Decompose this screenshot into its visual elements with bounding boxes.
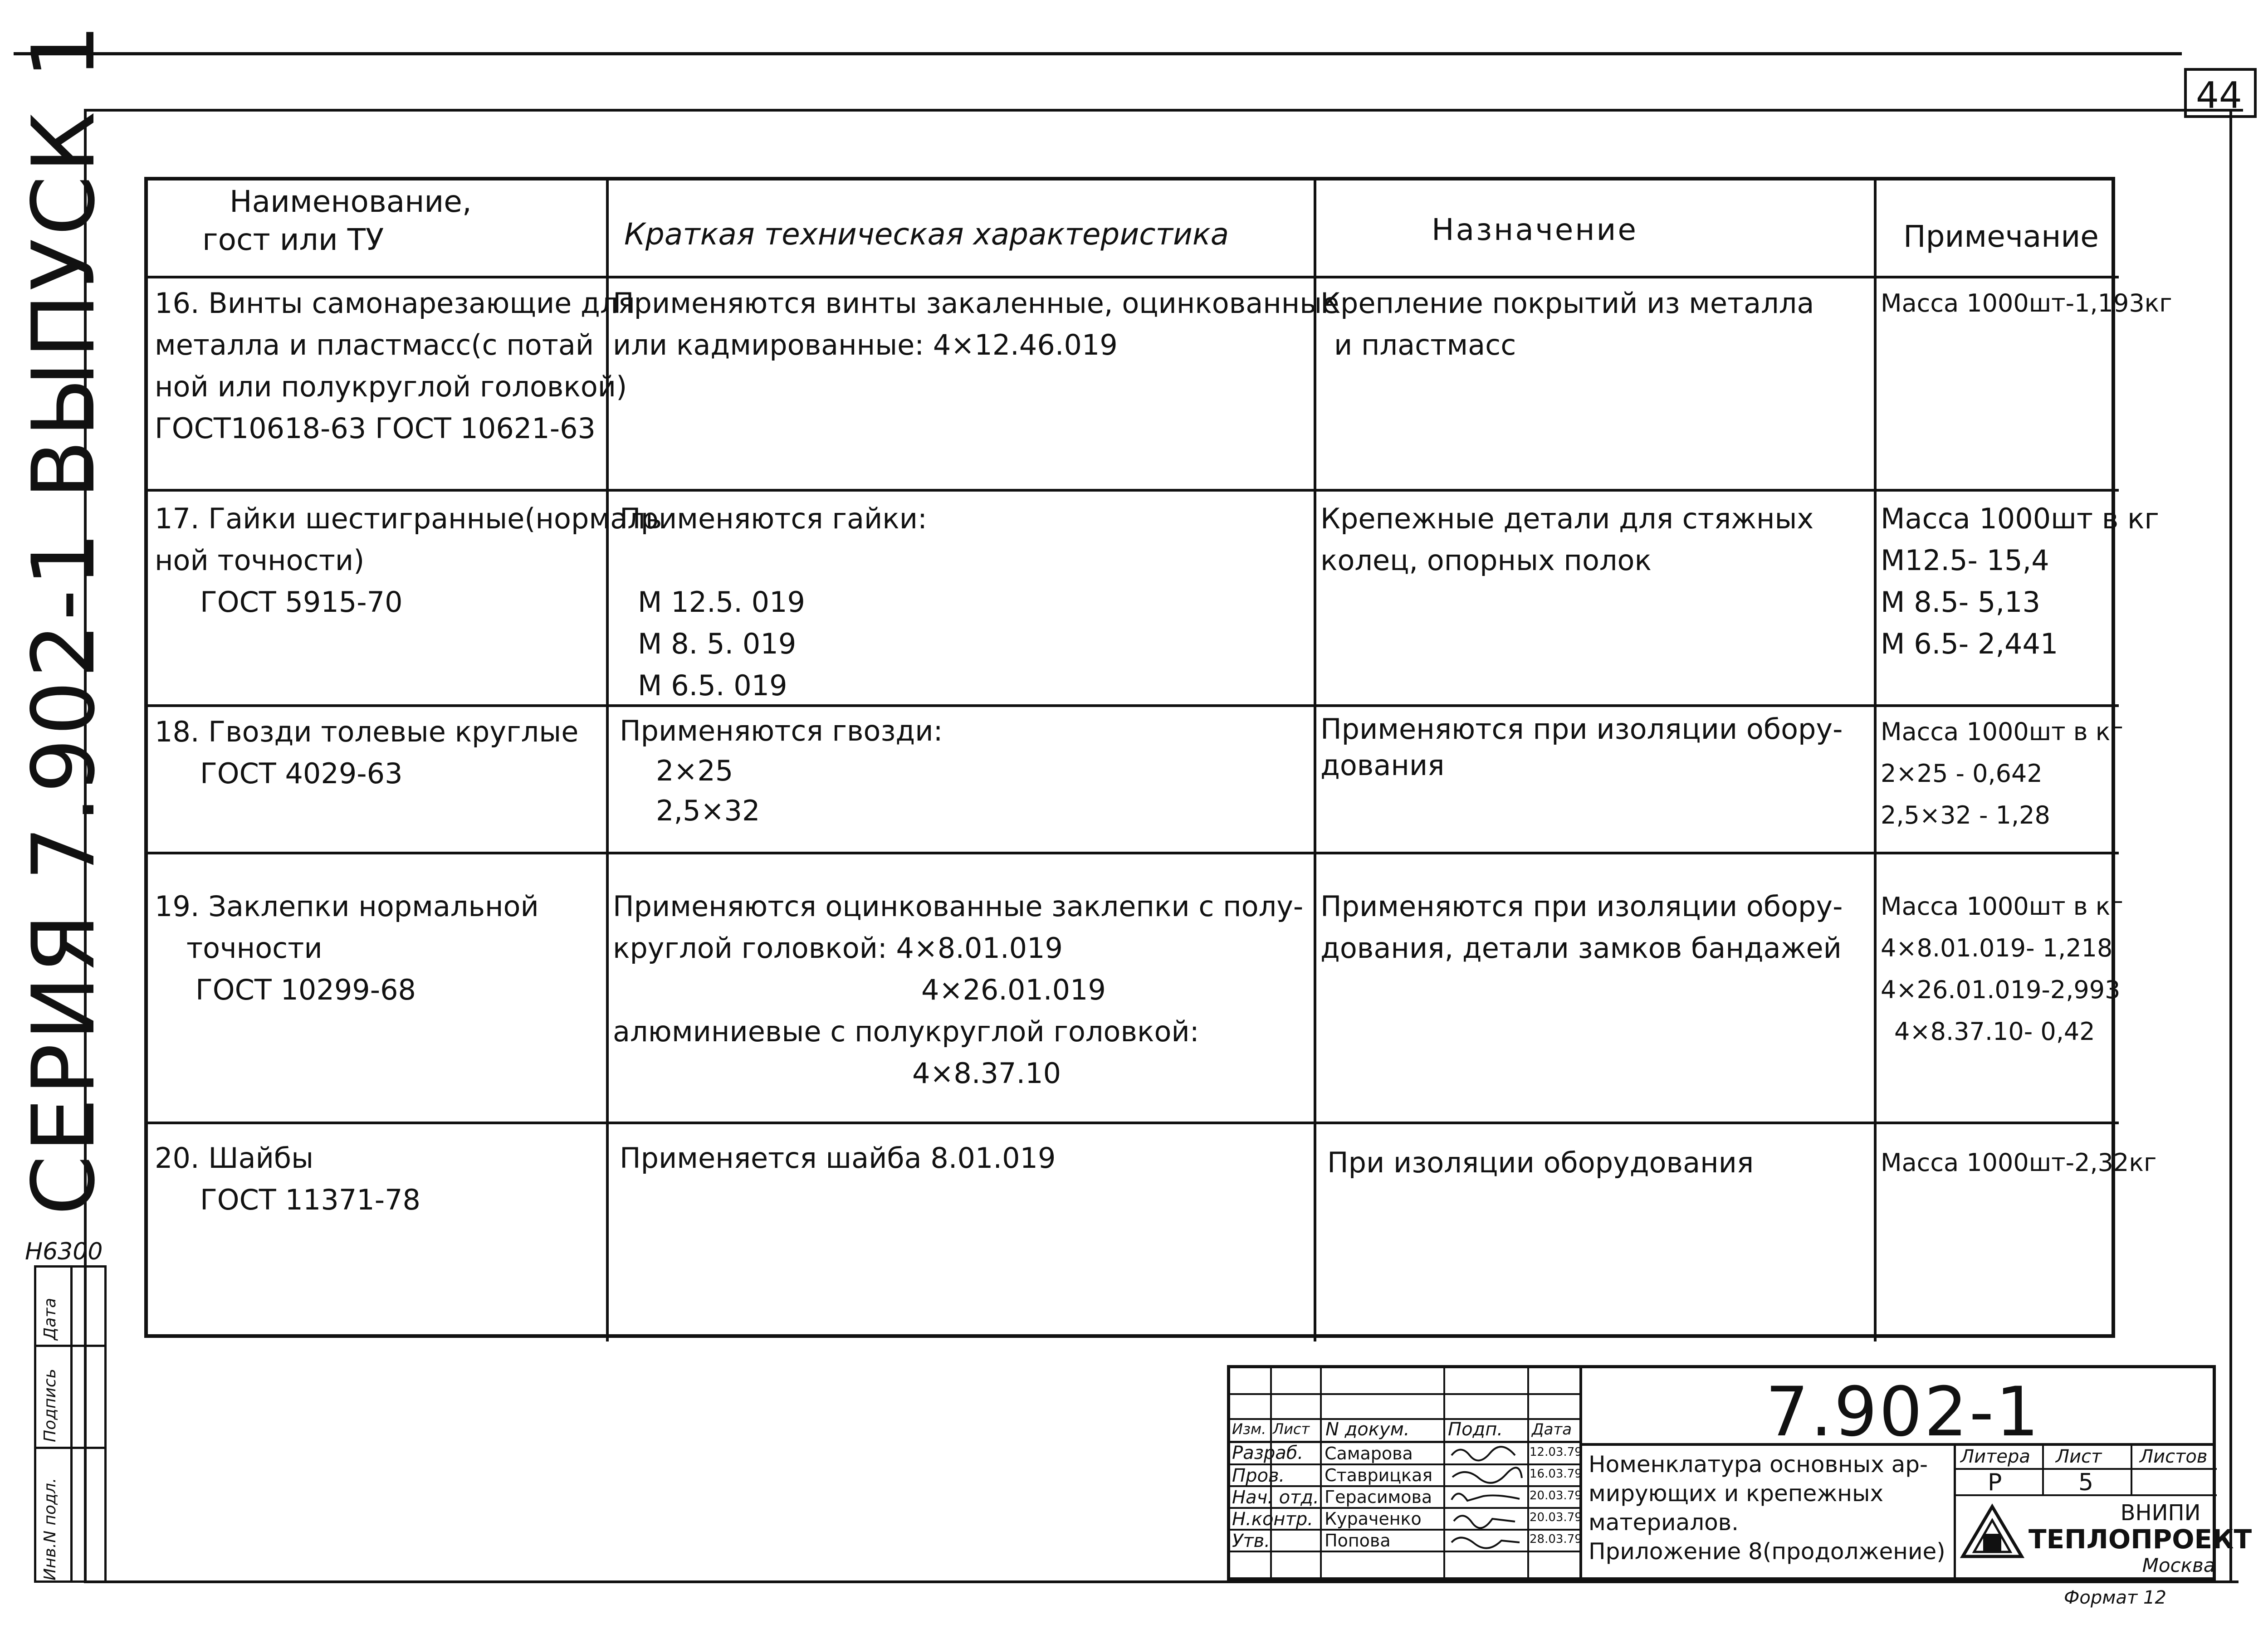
role-2: Пров. (1232, 1465, 1285, 1486)
title-block (1227, 1365, 2252, 1580)
strip-label-inv: Инв.N подл. (41, 1478, 59, 1580)
row19-name: 19. Заклепки нормальной точности ГОСТ 10299-68 (155, 890, 539, 1006)
row18-note: Масса 1000шт в кг 2×25 - 0,642 2,5×32 - 1,28 (1881, 717, 2123, 829)
strip-label-sign: Подпись (41, 1369, 59, 1442)
row16-name: 16. Винты самонарезающие для металла и пластмасс(с потай ной или полукруглой головкой) ГОСТ10618-63 ГОСТ 10621-63 (155, 287, 635, 445)
top-border (14, 52, 2182, 55)
frame-bottom (84, 1580, 2239, 1583)
header-tech: Краткая техническая характеристика (624, 217, 1229, 252)
row17-purpose: Крепежные детали для стяжных колец, опорных полок (1320, 502, 1814, 577)
row16-purpose: Крепление покрытий из металла и пластмасс (1320, 287, 1814, 361)
col-label-ndoc: N докум. (1325, 1419, 1410, 1440)
role-3-name: Герасимова (1325, 1487, 1432, 1507)
row20-name: 20. Шайбы ГОСТ 11371-78 (155, 1141, 420, 1216)
role-2-name: Ставрицкая (1325, 1465, 1433, 1485)
doc-number: 7.902-1 (1765, 1373, 2041, 1452)
role-1: Разраб. (1232, 1443, 1304, 1463)
doc-title: Номенклатура основных ар- мирующих и крепежных материалов. Приложение 8(продолжение) (1589, 1451, 1945, 1565)
sheet-number: 44 (2196, 74, 2242, 117)
signatures-icon (1447, 1442, 1526, 1553)
sheets-label: Листов (2140, 1446, 2208, 1467)
row17-note: Масса 1000шт в кг М12.5- 15,4 М 8.5- 5,13 М 6.5- 2,441 (1881, 502, 2159, 660)
role-4: Н.контр. (1232, 1509, 1313, 1530)
header-name: Наименование, гост или ТУ (202, 184, 472, 257)
role-1-date: 12.03.79 (1530, 1445, 1582, 1459)
col-label-sign: Подп. (1448, 1419, 1503, 1440)
row20-tech: Применяется шайба 8.01.019 (620, 1141, 1056, 1175)
materials-table (144, 177, 2172, 1338)
org-logo-icon (1958, 1502, 2026, 1570)
col-label-list: Лист (1273, 1420, 1310, 1438)
header-note: Примечание (1903, 219, 2099, 254)
role-5-name: Попова (1325, 1531, 1391, 1551)
row16-tech: Применяются винты закаленные, оцинкованные или кадмированные: 4×12.46.019 (613, 287, 1339, 361)
col-label-izm: Изм. (1232, 1420, 1266, 1438)
side-title-wrap (14, 21, 114, 1220)
role-5-date: 28.03.79 (1530, 1532, 1582, 1546)
row19-purpose: Применяются при изоляции обору- дования, детали замков бандажей (1320, 890, 1843, 965)
org-name: ВНИПИ ТЕПЛОПРОЕКТ Москва (2028, 1500, 2252, 1576)
litera-label: Литера (1960, 1446, 2030, 1467)
role-2-date: 16.03.79 (1530, 1467, 1582, 1481)
sheet-label: Лист (2056, 1446, 2102, 1467)
sheet-value: 5 (2078, 1469, 2094, 1496)
role-3: Нач. отд. (1232, 1487, 1319, 1508)
left-strip (34, 1265, 107, 1583)
frame-top (84, 109, 2243, 112)
role-5: Утв. (1232, 1531, 1270, 1551)
row19-note: Масса 1000шт в кг 4×8.01.019- 1,218 4×26.01.019-2,993 4×8.37.10- 0,42 (1881, 892, 2123, 1046)
row18-purpose: Применяются при изоляции обору- дования (1320, 712, 1843, 782)
format-label: Формат 12 (2064, 1587, 2166, 1608)
sheet-number-box (2184, 68, 2257, 118)
col-label-date: Дата (1532, 1420, 1572, 1439)
litera-value: Р (1988, 1469, 2002, 1496)
row18-tech: Применяются гвозди: 2×25 2,5×32 (620, 714, 943, 827)
strip-label-date: Дата (41, 1297, 59, 1340)
frame-right (2229, 109, 2232, 1583)
side-title: СЕРИЯ 7.902-1 ВЫПУСК 1 (14, 21, 114, 1215)
header-purpose: Назначение (1432, 212, 1638, 247)
row20-note: Масса 1000шт-2,32кг (1881, 1148, 2157, 1177)
row20-purpose: При изоляции оборудования (1327, 1146, 1754, 1179)
role-4-name: Кураченко (1325, 1509, 1422, 1529)
inventory-code: Н6300 (25, 1238, 103, 1265)
role-1-name: Самарова (1325, 1444, 1413, 1463)
row16-note: Масса 1000шт-1,193кг (1881, 289, 2172, 317)
row17-tech: Применяются гайки: М 12.5. 019 М 8. 5. 019 М 6.5. 019 (620, 502, 927, 702)
row19-tech: Применяются оцинкованные заклепки с полу- круглой головкой: 4×8.01.019 4×26.01.019 алюминиевые с полукруглой головкой: 4×8.37.10 (613, 890, 1304, 1090)
row17-name: 17. Гайки шестигранные(нормаль ной точности) ГОСТ 5915-70 (155, 502, 662, 619)
role-4-date: 20.03.79 (1530, 1511, 1582, 1524)
role-3-date: 20.03.79 (1530, 1489, 1582, 1502)
row18-name: 18. Гвозди толевые круглые ГОСТ 4029-63 (155, 715, 579, 790)
